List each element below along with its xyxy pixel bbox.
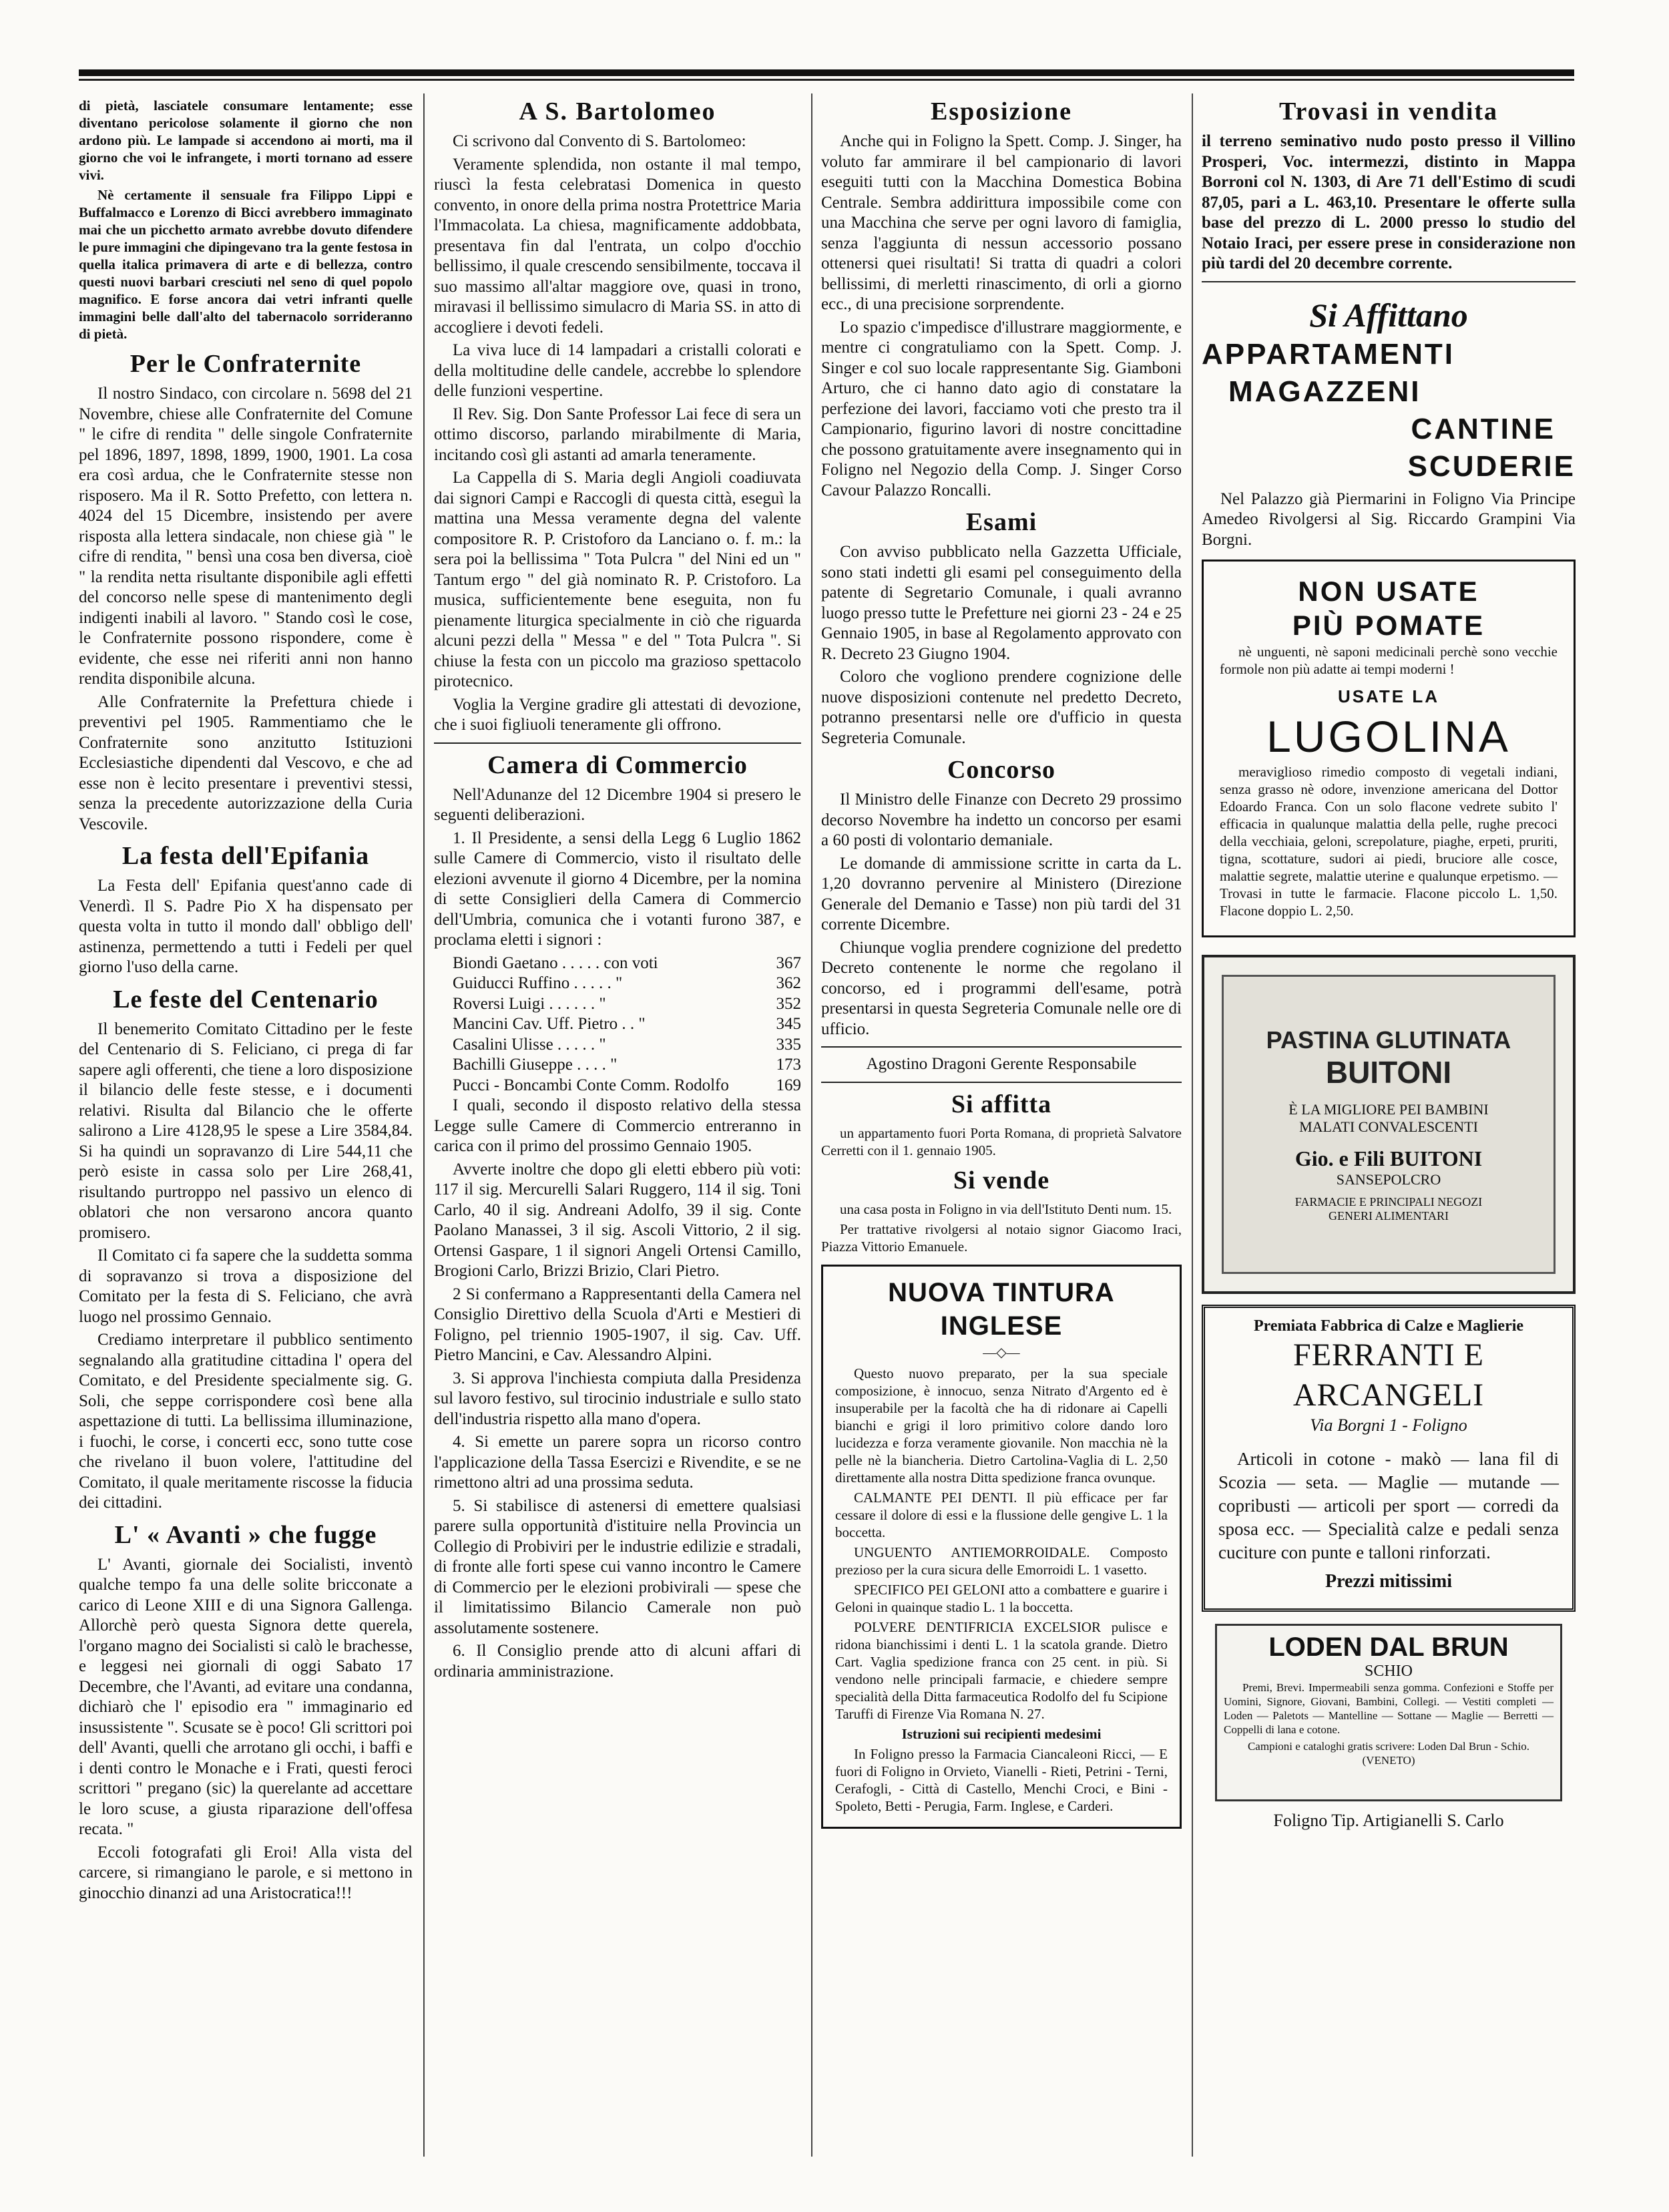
article-paragraph: Anche qui in Foligno la Spett. Comp. J. Singer, ha voluto far ammirare il bel campionario di lavori eseguiti tutti con la Macchina Domestica Bobina Centrale. Sembra addirittura impossibile come con una Macchina che serve per ogni lavoro di famiglia, senza l'aggiunta di nessun accessorio possano ottenersi quei risultati! Si tratta di quadri a colori bellissimi, di merletti rinascimento, di orli a giorno ecc., di una precisione sorprendente. <box>821 132 1182 313</box>
article-paragraph: Voglia la Vergine gradire gli attestati di devozione, che i suoi figliuoli teneramente gli offrono. <box>434 695 801 734</box>
article-paragraph: Il benemerito Comitato Cittadino per le feste del Centenario di S. Feliciano, ci prega di far sapere agli offerenti, che tiene a loro disposizione il bilancio delle feste stesse, e i documenti relativi. Risulta dal Bilancio che le offerte salirono a Lire 4128,95 le spese a Lire 3584,84. Si ha quindi un sopravanzo di Lire 544,11 che però esiste in cassa solo per Lire 268,41, risultando purtroppo nel passivo un elenco di oblatori che non versarono ancora quanto promisero. <box>79 1020 413 1242</box>
article-paragraph: Eccoli fotografati gli Eroi! Alla vista del carcere, si rimangiano le parole, e si mettono in ginocchio dinanzi ad una Aristocratica!!! <box>79 1843 413 1902</box>
pastina-logo <box>1222 975 1556 1274</box>
article-paragraph: Il Comitato ci fa sapere che la suddetta somma di sopravanzo si trova a disposizione del Comitato per la festa di S. Feliciano, che avrà luogo nel prossimo Gennaio. <box>79 1247 413 1326</box>
article-paragraph: Il nostro Sindaco, con circolare n. 5698 del 21 Novembre, chiese alle Confraternite del Comune " le cifre di rendita " delle singole Confraternite pel 1896, 1897, 1898, 1899, 1900, 1901. La cosa era così ardua, che le Confraternite stesse non risposero. Ma il R. Sotto Prefetto, con lettera n. 4024 del 15 Dicembre, insistendo per avere risposta alla lettera sindacale, non chiese già " le cifre di rendita, " bensì una cosa ben diversa, cioè " la rendita netta risultante disponibile agli effetti del concorso nelle spese di mantenimento degli indigenti inabili al lavoro. " Stando così le cose, le Confraternite possono rispondere, come è evidente, che esse nei riferiti anni non hanno rendita disponibile alcuna. <box>79 385 413 688</box>
advert-text: nè unguenti, nè saponi medicinali perchè sono vecchie formole non più adatte ai tempi moderni ! <box>1220 644 1558 677</box>
advert-heading: APPARTAMENTI <box>1202 337 1455 371</box>
article-paragraph: Ci scrivono dal Convento di S. Bartolomeo: <box>453 132 746 150</box>
article-paragraph: 6. Il Consiglio prende atto di alcuni affari di ordinaria amministrazione. <box>434 1642 801 1681</box>
advert-text: Nel Palazzo già Piermarini in Foligno Via Principe Amedeo Rivolgersi al Sig. Riccardo Grampini Via Borgni. <box>1202 489 1576 549</box>
list-item: Mancini Cav. Uff. Pietro . . " 345 <box>453 1015 801 1033</box>
article-paragraph: Alle Confraternite la Prefettura chiede i preventivi pel 1905. Rammentiamo che le Confraternite sono anzitutto Istituzioni Ecclesiastiche dipendenti dal Vescovo, e che ad esse non è lecito presentare i preventivi stessi, senza la precedente autorizzazione della Curia Vescovile. <box>79 692 413 833</box>
article-paragraph: Con avviso pubblicato nella Gazzetta Ufficiale, sono stati indetti gli esami pel conseguimento della patente di Segretario Comunale, i quali avranno luogo presso tutte le Prefetture nei giorni 23 - 24 e 25 Gennaio 1905, in base al Regolamento approvato con R. Decreto 23 Giugno 1904. <box>821 543 1182 663</box>
article-divider <box>821 1082 1182 1083</box>
printer-credit: Foligno Tip. Artigianelli S. Carlo <box>1273 1811 1504 1830</box>
article-paragraph: Chiunque voglia prendere cognizione del predetto Decreto contenente le norme che regolano il concorso, ed i programmi dell'esame, potrà presentarsi in questa Segreteria Comunale nelle ore di ufficio. <box>821 938 1182 1038</box>
article-paragraph: Nè certamente il sensuale fra Filippo Lippi e Buffalmacco e Lorenzo di Bicci avrebbero immaginato mai che un picchetto armato avrebbe dovuto difendere le pure immagini che dipingevano tra la gente festosa in quella italica primavera di arte e di bellezza, contro questi nuovi barbari cresciuti nel seno di quel popolo magnifico. E forse ancora dai vetri infranti quelle immagini belle dall'alto del tabernacolo sorrideranno di pietà. <box>79 187 413 342</box>
advert-text: In Foligno presso la Farmacia Ciancaleoni Ricci, — E fuori di Foligno in Orvieto, Vianelli - Rieti, Petrini - Terni, Cerafogli, - Città di Castello, Menchi Croci, e Bini - Spoleto, Betti - Perugia, Farm. Inglese, e Carderi. <box>835 1745 1168 1814</box>
list-item: Bachilli Giuseppe . . . . " 173 <box>453 1056 801 1074</box>
article-paragraph: 3. Si approva l'inchiesta compiuta dalla Presidenza sul lavoro festivo, sul tirocinio industriale e sullo stato dell'industria rispetto alla mano d'opera. <box>434 1369 801 1428</box>
affittano-title: Si Affittano <box>1309 296 1468 334</box>
list-item: Roversi Luigi . . . . . . " 352 <box>453 994 801 1013</box>
advert-heading: Gio. e Fili BUITONI <box>1294 1146 1483 1170</box>
advert-text: Campioni e cataloghi gratis scrivere: Loden Dal Brun - Schio. (VENETO) <box>1247 1740 1530 1767</box>
advert-text: Premi, Brevi. Impermeabili senza gomma. Confezioni e Stoffe per Uomini, Signore, Giovani, Bambini, Collegi. — Vestiti completi — Loden — Paletots — Mantelline — Sottane — Maglie — Berretti — Coppelli di lana e cotone. <box>1224 1681 1554 1736</box>
headline-centenario: Le feste del Centenario <box>113 985 379 1014</box>
advert-heading: MAGAZZENI <box>1228 375 1421 408</box>
list-item: Guiducci Ruffino . . . . . " 362 <box>453 974 801 992</box>
headline-camera-commercio: Camera di Commercio <box>487 750 748 779</box>
headline-confraternite: Per le Confraternite <box>130 350 362 378</box>
column-2 <box>434 97 801 2140</box>
article-paragraph: Veramente splendida, non ostante il mal tempo, riuscì la festa celebratasi Domenica in questo convento, in onore della prima nostra Protettrice Maria l'Immacolata. La chiesa, magnificamente addobbata, presentava fin dal l'entrata, un colpo d'occhio bellissimo, il quale crescendo sensibilmente, toccava il suo massimo all'altar maggiore ove, quasi in trono, miravasi il bellissimo simulacro di Maria SS. in atto di accogliere i devoti fedeli. <box>434 155 801 337</box>
article-continuation: di pietà, lasciatele consumare lentamente; esse diventano pericolose solamente il giorno che non ardono più. Le lampade si accendono ai morti, ma il giorno che voi le infrangete, i morti tornano ad essere vivi. <box>79 97 413 183</box>
article-paragraph: La viva luce di 14 lampadari a cristalli colorati e della moltitudine delle candele, accrebbe lo splendore delle funzioni vespertine. <box>434 341 801 400</box>
advert-heading: BUITONI <box>1325 1054 1452 1090</box>
advert-text: meraviglioso rimedio composto di vegetali indiani, senza grasso nè odore, invenzione americana del Dottor Edoardo Franca. Con un solo flacone vedrete subito l' efficacia in qualunque malattia della pelle, rughe precoci della vecchiaia, geloni, screpolature, piaghe, erpeti, pruriti, tigna, scottature, sudori ai piedi, bruciore alle cosce, malattie segrete, malattie uterine e qualunque erpetismo. — Trovasi in tutte le farmacie. Flacone piccolo L. 1,50. Flacone doppio L. 2,50. <box>1220 764 1558 919</box>
article-paragraph: L' Avanti, giornale dei Socialisti, inventò qualche tempo fa una delle solite bricconate a carico di Leone XIII e di una Signora Gallenga. Allorchè però questa Signora dette querela, l'organo magno dei Socialisti si calò le brachesse, e leggesi nei giornali di oggi Sabato 17 Decembre, che l'Avanti, ad evitare una condanna, dichiarò che l' episodio era " immaginario ed insussistente ". Scusate se è poco! Gli scrittori poi dell' Avanti, quelli che arrotano gli occhi, i baffi e i denti contro le Monache e i Frati, questi feroci scrittori " pregano (sic) la querelante ad accettare le loro scuse, a giusta riparazione dell'offesa recata. " <box>79 1555 413 1838</box>
pastina-advert <box>1202 955 1576 1294</box>
article-paragraph: I quali, secondo il disposto relativo della stessa Legge sulle Camere di Commercio entreranno in carica con il primo del prossimo Gennaio 1905. <box>434 1096 801 1155</box>
headline-si-vende: Si vende <box>953 1166 1050 1194</box>
column-4 <box>1202 97 1576 2153</box>
advert-text: Via Borgni 1 - Foligno <box>1310 1415 1467 1435</box>
advert-text: SANSEPOLCRO <box>1336 1170 1441 1188</box>
headline-concorso: Concorso <box>947 756 1056 784</box>
tintura-title: NUOVA TINTURA INGLESE <box>888 1277 1115 1341</box>
advert-text: il terreno seminativo nudo posto presso il Villino Prosperi, Voc. intermezzi, distinto in Mappa Borroni col N. 1303, di Are 71 dell'Estimo di scudi 87,05, pari a L. 463,10. Presentare le offerte sulla base del prezzo di L. 2000 presso lo studio del Notaio Iraci, per essere prese in considerazione non più tardi del 20 decembre corrente. <box>1202 132 1576 272</box>
headline-avanti: L' « Avanti » che fugge <box>114 1520 377 1549</box>
headline-epifania: La festa dell'Epifania <box>122 842 370 870</box>
loden-advert <box>1215 1624 1562 1801</box>
article-paragraph: 1. Il Presidente, a sensi della Legg 6 Luglio 1862 sulle Camere di Commercio, visto il risultato delle elezioni avvenute il giorno 4 Dicembre, per la nomina di sette Consiglieri della Camera di Commercio dell'Umbria, comunica che i votanti furono 387, e proclama eletti i signori : <box>434 829 801 949</box>
list-item: Pucci - Boncambi Conte Comm. Rodolfo 169 <box>453 1076 801 1094</box>
headline-si-affitta: Si affitta <box>951 1090 1052 1118</box>
advert-text: SPECIFICO PEI GELONI atto a combattere e guarire i Geloni in quainque stadio L. 1 la boccetta. <box>835 1581 1168 1615</box>
article-paragraph: 2 Si confermano a Rappresentanti della Camera nel Consiglio Direttivo della Scuola d'Arti e Mestieri di Foligno, pel triennio 1905-1907, il sig. Cav. Uff. Pietro Mancini, e Cav. Alessandro Alpini. <box>434 1285 801 1364</box>
article-paragraph: 4. Si emette un parere sopra un ricorso contro l'applicazione della Tassa Esercizi e Rivendite, e se ne rimettono altri ad una prossima seduta. <box>434 1433 801 1492</box>
ornament: —◇— <box>983 1345 1020 1360</box>
headline-esposizione: Esposizione <box>930 97 1073 126</box>
advert-text: Premiata Fabbrica di Calze e Maglierie <box>1253 1317 1524 1335</box>
list-item: Biondi Gaetano . . . . . con voti 367 <box>453 953 801 972</box>
advert-text: È LA MIGLIORE PEI BAMBINI MALATI CONVALESCENTI <box>1288 1100 1489 1135</box>
advert-heading: PIÙ POMATE <box>1292 610 1485 641</box>
headline-trovasi: Trovasi in vendita <box>1278 97 1499 126</box>
list-item: Casalini Ulisse . . . . . " 335 <box>453 1035 801 1054</box>
column-3 <box>821 97 1182 2140</box>
advert-text: Questo nuovo preparato, per la sua speciale composizione, è innocuo, senza Nitrato d'Argento ed è insuperabile per la facoltà che ha di ridonare ai Capelli bianchi e grigi il loro primitivo colore dando loro lucidezza e forza veramente giovanile. Non macchia nè la pelle nè la biancheria. Dietro Cartolina-Vaglia di L. 2,50 direttamente alla nostra Ditta spedizione franca ovunque. <box>835 1365 1168 1486</box>
advert-text: SCHIO <box>1364 1663 1413 1680</box>
advert-text: FARMACIE E PRINCIPALI NEGOZI GENERI ALIMENTARI <box>1294 1194 1483 1223</box>
article-paragraph: Le domande di ammissione scritte in carta da L. 1,20 dovranno pervenire al Ministero (Direzione Generale del Demanio e Tasse) non più tardi del 31 corrente Dicembre. <box>821 854 1182 933</box>
electees-list <box>434 953 801 1096</box>
advert-note: Istruzioni sui recipienti medesimi <box>901 1725 1102 1742</box>
article-paragraph: Nell'Adunanze del 12 Dicembre 1904 si presero le seguenti deliberazioni. <box>434 785 801 824</box>
column-1 <box>79 97 413 2140</box>
article-paragraph: La Cappella di S. Maria degli Angioli coadiuvata dai signori Campi e Raccogli di questa città, eseguì la mattina una Messa veramente degna del valente compositore R. P. Cristoforo da Lanciano o. f. m.: la sera poi la bellissima " Tota Pulcra " del Nini ed un " Tantum ergo " del già nominato R. P. Cristoforo. La musica, sufficientemente bene eseguita, non fu pienamente liturgica specialmente in ciò che riguarda alcuni pezzi della " Messa " e del " Tota Pulcra ". Si chiuse la festa con un piccolo ma grazioso spettacolo pirotecnico. <box>434 469 801 690</box>
advert-text: Articoli in cotone - makò — lana fil di Scozia — seta. — Maglie — mutande — copribusti — articoli per sport — corredi da sposa ecc. — Specialità calze e pedali senza cuciture con punte e talloni rinforzati. <box>1218 1449 1559 1562</box>
article-divider <box>1202 281 1576 282</box>
advert-heading: PASTINA GLUTINATA <box>1266 1026 1511 1054</box>
advert-heading: USATE LA <box>1337 686 1440 706</box>
article-divider <box>821 1046 1182 1048</box>
tintura-advert <box>821 1265 1182 1829</box>
advert-heading: SCUDERIE <box>1407 449 1576 483</box>
advert-heading: LODEN DAL BRUN <box>1268 1632 1509 1662</box>
headline-esami: Esami <box>965 508 1037 536</box>
advert-heading: FERRANTI E ARCANGELI <box>1292 1337 1485 1413</box>
classified-text: Per trattative rivolgersi al notaio signor Giacomo Iraci, Piazza Vittorio Emanuele. <box>821 1221 1182 1255</box>
advert-text: POLVERE DENTIFRICIA EXCELSIOR pulisce e ridona bianchissimi i denti L. 1 la scatola grande. Dietro Cart. Vaglia spedizione franca con 25 cent. in più. Si vendono nelle principali farmacie, e chiedere sempre specialità della Ditta farmaceutica Rodolfo del fu Scipione Taruffi di Firenze Via Romana N. 27. <box>835 1618 1168 1722</box>
classified-text: un appartamento fuori Porta Romana, di proprietà Salvatore Cerretti con il 1. gennaio 1905. <box>821 1124 1182 1158</box>
article-paragraph: La Festa dell' Epifania quest'anno cade di Venerdì. Il S. Padre Pio X ha dispensato per questa volta in tutto il mondo dall' obbligo dell' astinenza, permettendo a tutti i Fedeli per quel giorno l'uso della carne. <box>79 877 413 976</box>
column-separator <box>811 93 812 2157</box>
article-divider <box>434 742 801 744</box>
headline-bartolomeo: A S. Bartolomeo <box>519 97 716 126</box>
ferranti-advert <box>1202 1305 1576 1612</box>
gerente-line: Agostino Dragoni Gerente Responsabile <box>866 1055 1137 1073</box>
lugolina-brand: LUGOLINA <box>1266 712 1511 761</box>
affittano-advert <box>1202 294 1576 551</box>
article-paragraph: Il Rev. Sig. Don Sante Professor Lai fece di sera un ottimo discorso, parlando mirabilmente di Maria, incitando così gli astanti ad amarla teneramente. <box>434 405 801 464</box>
lugolina-advert <box>1202 560 1576 937</box>
article-paragraph: Crediamo interpretare il pubblico sentimento segnalando alla gratitudine cittadina l' opera del Comitato, e del Presidente specialmente sig. G. Soli, che seppe corrispondere così bene alla aspettazione di tutti. La bellissima illuminazione, i fuochi, le corse, i concerti ecc, sono tutte cose che rivelano il buon volere, l'attitudine del Comitato, il quale meritamente riscosse la fiducia dei cittadini. <box>79 1331 413 1512</box>
advert-text: CALMANTE PEI DENTI. Il più efficace per far cessare il dolore di essi e la flussione delle gengive L. 1 la boccetta. <box>835 1489 1168 1540</box>
top-rule <box>79 69 1574 76</box>
article-paragraph: 5. Si stabilisce di astenersi di emettere qualsiasi parere sulla opportunità d'istituire nella Provincia un Collegio di Probiviri per le industrie edilizie e stradali, di fronte alle forti spese cui vanno incontro le Camere di Commercio per le elezioni probivirali — spese che il limitatissimo Bilancio Camerale non può assolutamente sostenere. <box>434 1496 801 1637</box>
advert-heading: CANTINE <box>1411 412 1556 445</box>
article-paragraph: Lo spazio c'impedisce d'illustrare maggiormente, e mentre ci congratuliamo con la Spett. Comp. J. Singer e col suo locale rappresentante Sig. Giamboni Arturo, che ci hanno dato agio di constatare la perfezione dei lavori, facciamo voti che presto tra il Campionario, figurino lavori di nostre concittadine che possono gratuitamente avere insegnamento qui in Foligno nel Negozio della Comp. J. Singer Corso Cavour Palazzo Roncalli. <box>821 318 1182 499</box>
article-paragraph: Coloro che vogliono prendere cognizione delle nuove disposizioni contenute nel predetto Decreto, potranno presentarsi nelle ore d'ufficio in questa Segreteria Comunale. <box>821 668 1182 747</box>
article-paragraph: Avverte inoltre che dopo gli eletti ebbero più voti: 117 il sig. Mercurelli Salari Ruggero, 114 il sig. Toni Carlo, 40 il sig. Andreani Adolfo, 39 il sig. Conte Paolano Manassei, 3 il sig. Ascoli Vittorio, 2 il sig. Ortensi Gaspare, 1 il signori Angeli Ortensi Camillo, Brogioni Carlo, Brizzi Brizio, Clari Pietro. <box>434 1160 801 1280</box>
advert-heading: NON USATE <box>1298 576 1479 607</box>
top-rule-thin <box>79 79 1574 81</box>
column-separator <box>1192 93 1193 2157</box>
column-separator <box>423 93 425 2157</box>
classified-text: una casa posta in Foligno in via dell'Istituto Denti num. 15. <box>840 1200 1172 1217</box>
advert-text: UNGUENTO ANTIEMORROIDALE. Composto prezioso per la cura sicura delle Emorroidi L. 1 vasetto. <box>835 1544 1168 1578</box>
article-paragraph: Il Ministro delle Finanze con Decreto 29 prossimo decorso Novembre ha indetto un concorso per esami a 60 posti di volontario demaniale. <box>821 791 1182 849</box>
advert-heading: Prezzi mitissimi <box>1325 1571 1452 1592</box>
